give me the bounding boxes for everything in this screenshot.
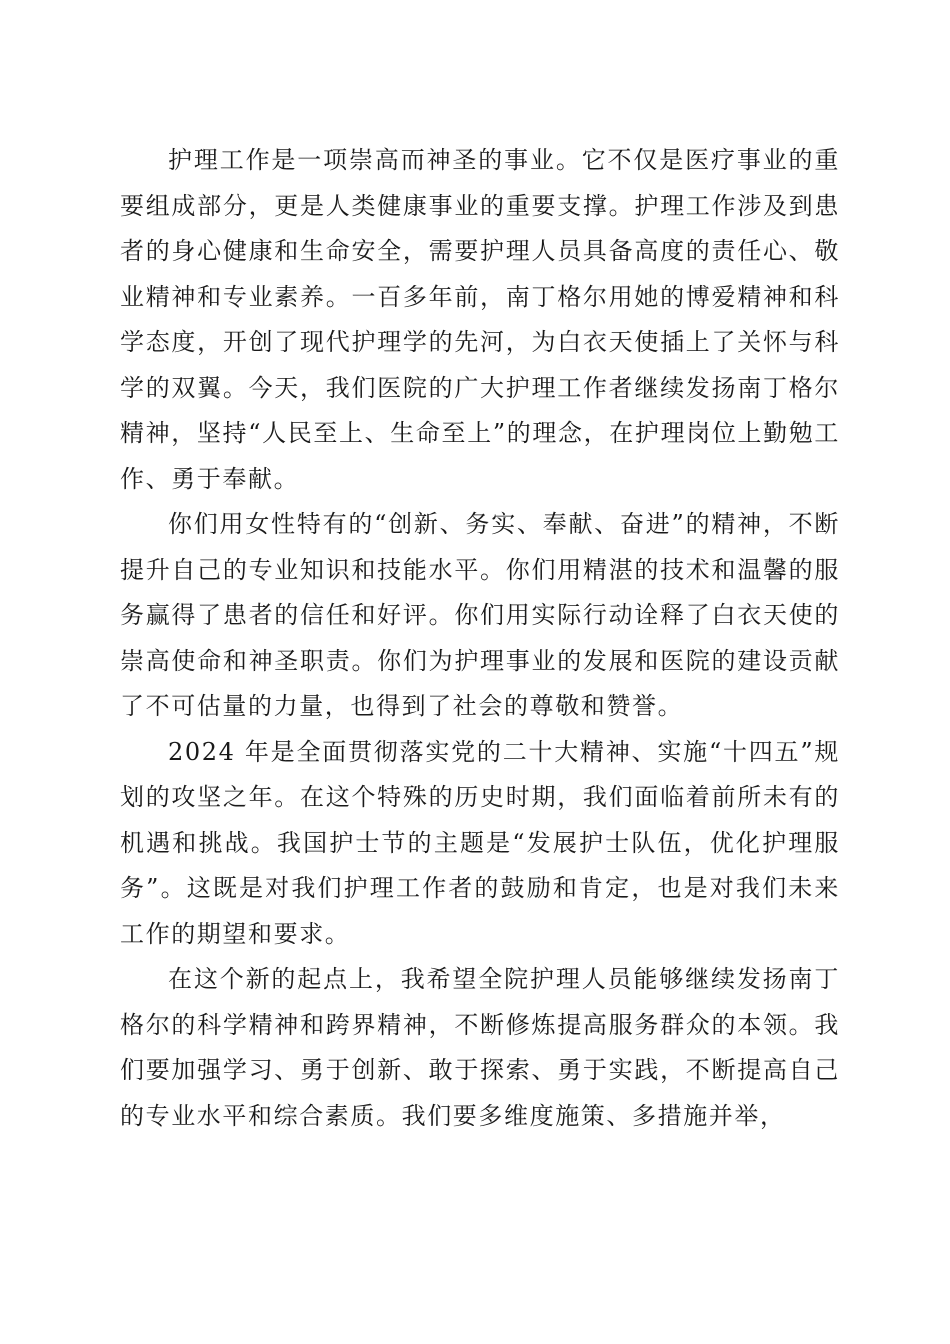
paragraph-4: 在这个新的起点上，我希望全院护理人员能够继续发扬南丁格尔的科学精神和跨界精神，不断修炼提高服务群众的本领。我们要加强学习、勇于创新、敢于探索、勇于实践，不断提高自己的专业水平和综合素质。我们要多维度施策、多措施并举，	[120, 965, 840, 1130]
paragraph-3: 2024 年是全面贯彻落实党的二十大精神、实施“十四五”规划的攻坚之年。在这个特殊的历史时期，我们面临着前所未有的机遇和挑战。我国护士节的主题是“发展护士队伍，优化护理服务”。这既是对我们护理工作者的鼓励和肯定，也是对我们未来工作的期望和要求。	[120, 737, 840, 948]
paragraph-1: 护理工作是一项崇高而神圣的事业。它不仅是医疗事业的重要组成部分，更是人类健康事业的重要支撑。护理工作涉及到患者的身心健康和生命安全，需要护理人员具备高度的责任心、敬业精神和专业素养。一百多年前，南丁格尔用她的博爱精神和科学态度，开创了现代护理学的先河，为白衣天使插上了关怀与科学的双翼。今天，我们医院的广大护理工作者继续发扬南丁格尔精神，坚持“人民至上、生命至上”的理念，在护理岗位上勤勉工作、勇于奉献。	[120, 146, 840, 493]
document-body	[120, 138, 840, 1139]
paragraph-2: 你们用女性特有的“创新、务实、奉献、奋进”的精神，不断提升自己的专业知识和技能水平。你们用精湛的技术和温馨的服务赢得了患者的信任和好评。你们用实际行动诠释了白衣天使的崇高使命和神圣职责。你们为护理事业的发展和医院的建设贡献了不可估量的力量，也得到了社会的尊敬和赞誉。	[120, 510, 840, 720]
